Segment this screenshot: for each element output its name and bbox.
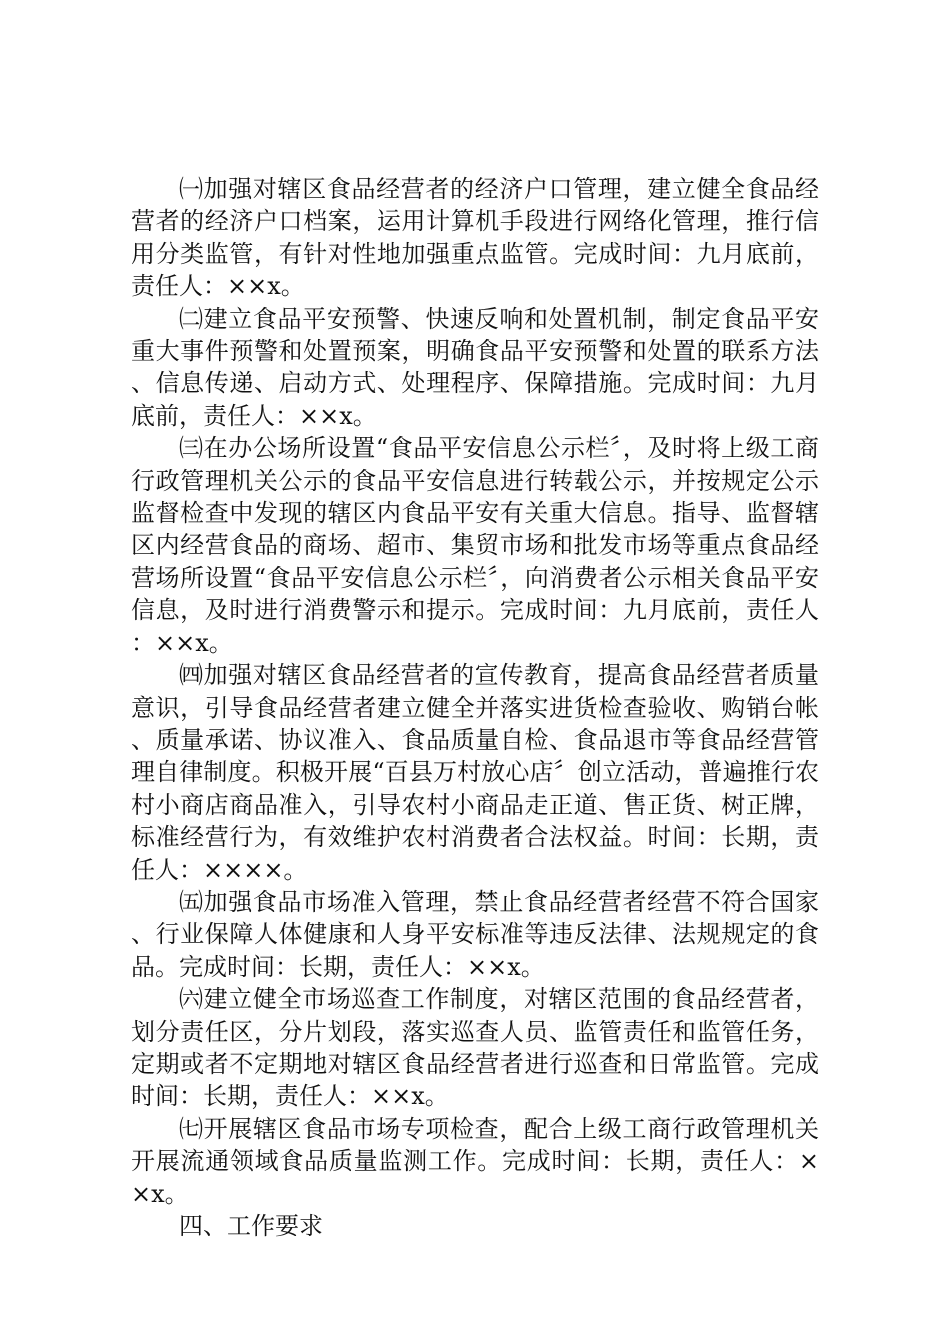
paragraph-2: ㈡建立食品平安预警、快速反响和处置机制，制定食品平安重大事件预警和处置预案，明确食品平安预警和处置的联系方法、信息传递、启动方式、处理程序、保障措施。完成时间：九月底前，责任人：××x。 (131, 304, 819, 430)
paragraph-5: ㈤加强食品市场准入管理，禁止食品经营者经营不符合国家、行业保障人体健康和人身平安标准等违反法律、法规规定的食品。完成时间：长期，责任人：××x。 (131, 887, 819, 981)
paragraph-6: ㈥建立健全市场巡查工作制度，对辖区范围的食品经营者，划分责任区，分片划段，落实巡查人员、监管责任和监管任务，定期或者不定期地对辖区食品经营者进行巡查和日常监管。完成时间：长期，责任人：××x。 (131, 985, 819, 1111)
document-page (131, 173, 819, 1242)
paragraph-7: ㈦开展辖区食品市场专项检查，配合上级工商行政管理机关开展流通领域食品质量监测工作。完成时间：长期，责任人：××x。 (131, 1114, 819, 1208)
section-heading-work-requirements: 四、工作要求 (179, 1212, 323, 1240)
paragraph-1: ㈠加强对辖区食品经营者的经济户口管理，建立健全食品经营者的经济户口档案，运用计算机手段进行网络化管理，推行信用分类监管，有针对性地加强重点监管。完成时间：九月底前，责任人：××x。 (131, 175, 819, 301)
paragraph-4: ㈣加强对辖区食品经营者的宣传教育，提高食品经营者质量意识，引导食品经营者建立健全并落实进货检查验收、购销台帐、质量承诺、协议准入、食品质量自检、食品退市等食品经营管理自律制度。积极开展“百县万村放心店〞创立活动，普遍推行农村小商店商品准入，引导农村小商品走正道、售正货、树正牌，标准经营行为，有效维护农村消费者合法权益。时间：长期，责任人：××××。 (131, 661, 819, 884)
paragraph-3: ㈢在办公场所设置“食品平安信息公示栏〞，及时将上级工商行政管理机关公示的食品平安信息进行转载公示，并按规定公示监督检查中发现的辖区内食品平安有关重大信息。指导、监督辖区内经营食品的商场、超市、集贸市场和批发市场等重点食品经营场所设置“食品平安信息公示栏〞，向消费者公示相关食品平安信息，及时进行消费警示和提示。完成时间：九月底前，责任人：××x。 (131, 434, 819, 657)
